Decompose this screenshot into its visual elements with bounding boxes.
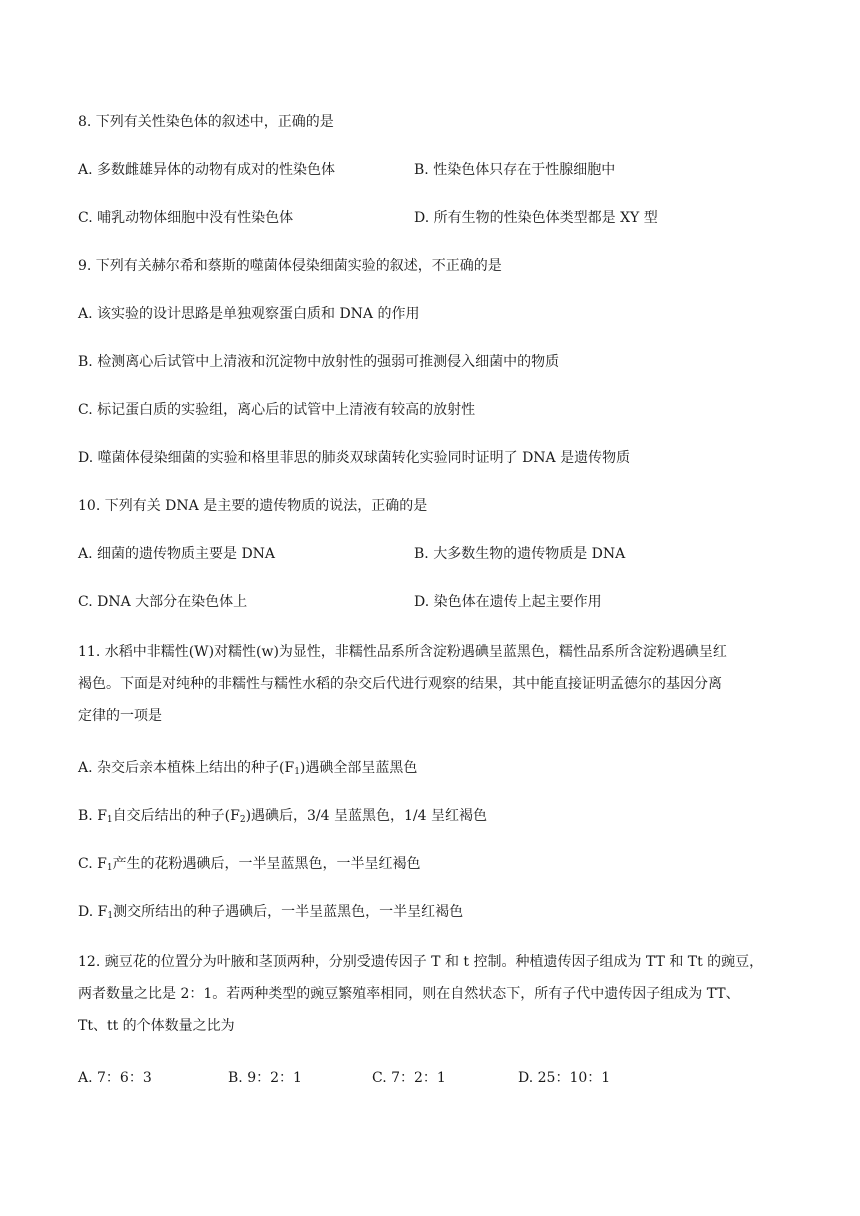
q11-option-c-text-tail: 产生的花粉遇碘后，一半呈蓝黑色，一半呈红褐色 [112, 856, 421, 872]
q11-stem-line-3: 定律的一项是 [78, 708, 162, 724]
q11-option-b [78, 806, 487, 826]
q9-stem: 9. 下列有关赫尔希和蔡斯的噬菌体侵染细菌实验的叙述，不正确的是 [78, 258, 502, 274]
q12-option-b: B. 9：2：1 [228, 1070, 302, 1086]
subscript: 1 [106, 863, 113, 873]
q10-option-c: C. DNA 大部分在染色体上 [78, 594, 248, 610]
subscript: 1 [294, 767, 300, 777]
q11-option-d [78, 902, 463, 922]
q11-option-c [78, 854, 421, 874]
q11-stem-line-2: 褐色。下面是对纯种的非糯性与糯性水稻的杂交后代进行观察的结果，其中能直接证明孟德尔的基因分离 [78, 676, 722, 692]
q9-option-c: C. 标记蛋白质的实验组，离心后的试管中上清液有较高的放射性 [78, 402, 476, 418]
q11-option-a [78, 758, 417, 778]
q11-option-b-text: B. F [78, 808, 107, 824]
q8-option-c: C. 哺乳动物体细胞中没有性染色体 [78, 210, 294, 226]
q10-option-a: A. 细菌的遗传物质主要是 DNA [78, 546, 276, 562]
q12-option-d: D. 25：10：1 [518, 1070, 611, 1086]
q11-option-c-text: C. F [78, 856, 107, 872]
q8-stem: 8. 下列有关性染色体的叙述中，正确的是 [78, 114, 334, 130]
subscript: 2 [239, 815, 246, 825]
q11-stem-line-1: 11. 水稻中非糯性(W)对糯性(w)为显性，非糯性品系所含淀粉遇碘呈蓝黑色，糯性品系所含淀粉遇碘呈红 [78, 644, 727, 660]
q12-option-c: C. 7：2：1 [372, 1070, 446, 1086]
q11-option-d-text-tail: 测交所结出的种子遇碘后，一半呈蓝黑色，一半呈红褐色 [113, 904, 464, 920]
q11-option-a-text: A. 杂交后亲本植株上结出的种子(F [78, 760, 295, 776]
q10-option-b: B. 大多数生物的遗传物质是 DNA [414, 546, 626, 562]
subscript: 1 [107, 911, 114, 921]
q8-option-b: B. 性染色体只存在于性腺细胞中 [414, 162, 616, 178]
q11-option-d-text: D. F [78, 904, 108, 920]
q9-option-a: A. 该实验的设计思路是单独观察蛋白质和 DNA 的作用 [78, 306, 420, 322]
q11-option-b-text-mid: 自交后结出的种子(F [112, 808, 240, 824]
q8-option-d: D. 所有生物的性染色体类型都是 XY 型 [414, 210, 658, 226]
q9-option-d: D. 噬菌体侵染细菌的实验和格里菲思的肺炎双球菌转化实验同时证明了 DNA 是遗传物质 [78, 450, 631, 466]
q10-stem: 10. 下列有关 DNA 是主要的遗传物质的说法，正确的是 [78, 498, 428, 514]
q12-option-a: A. 7：6：3 [78, 1070, 152, 1086]
q10-option-d: D. 染色体在遗传上起主要作用 [414, 594, 602, 610]
subscript: 1 [106, 815, 113, 825]
q8-option-a: A. 多数雌雄异体的动物有成对的性染色体 [78, 162, 336, 178]
q11-option-b-text-tail: )遇碘后，3/4 呈蓝黑色，1/4 呈红褐色 [245, 808, 487, 824]
q11-option-a-text-tail: )遇碘全部呈蓝黑色 [299, 760, 418, 776]
q12-stem-line-3: Tt、tt 的个体数量之比为 [78, 1018, 235, 1034]
q12-stem-line-1: 12. 豌豆花的位置分为叶腋和茎顶两种，分别受遗传因子 T 和 t 控制。种植遗传因子组成为 TT 和 Tt 的豌豆， [78, 954, 764, 970]
q12-stem-line-2: 两者数量之比是 2：1。若两种类型的豌豆繁殖率相同，则在自然状态下，所有子代中遗传因子组成为 TT、 [78, 986, 740, 1002]
q9-option-b: B. 检测离心后试管中上清液和沉淀物中放射性的强弱可推测侵入细菌中的物质 [78, 354, 560, 370]
